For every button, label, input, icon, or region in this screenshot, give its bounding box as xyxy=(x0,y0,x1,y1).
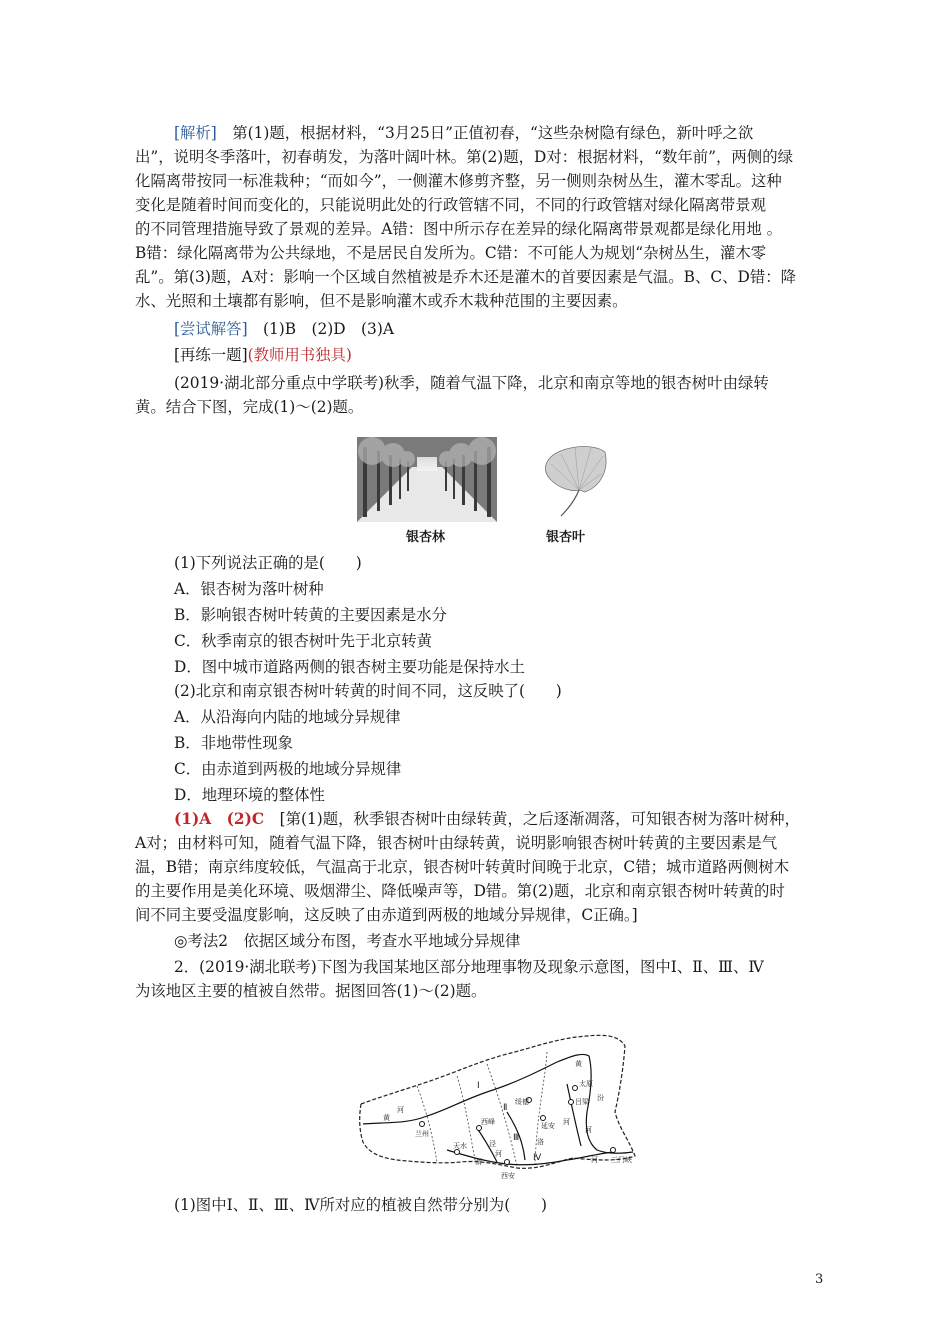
q1-sub1-option-a: A．银杏树为落叶树种 xyxy=(174,580,324,598)
map-label-wei: 渭 xyxy=(475,1158,482,1166)
teacher-only-tag: (教师用书独具) xyxy=(247,346,352,364)
analysis-line-8: 水、光照和土壤都有影响，但不是影响灌木或乔木栽种范围的主要因素。 xyxy=(135,292,628,310)
caption-ginkgo-leaf: 银杏叶 xyxy=(546,530,586,545)
answer-2: (2)C xyxy=(226,810,265,828)
map-label-zone-2: Ⅱ xyxy=(503,1103,508,1113)
q2-stem-2: 为该地区主要的植被自然带。据图回答(1)～(2)题。 xyxy=(135,982,487,1000)
q1-sub1-option-d: D．图中城市道路两侧的银杏树主要功能是保持水土 xyxy=(174,658,525,676)
q1-sub1-option-c: C．秋季南京的银杏树叶先于北京转黄 xyxy=(174,632,433,650)
analysis-line-3: 化隔离带按同一标准栽种；“而如今”，一侧灌木修剪齐整，另一侧则杂树丛生，灌木零乱。这种 xyxy=(135,172,782,190)
q1-stem-1: (2019·湖北部分重点中学联考)秋季，随着气温下降，北京和南京等地的银杏树叶由绿转 xyxy=(174,374,769,392)
analysis-tag: [解析] xyxy=(174,124,217,142)
map-label-huang-1: 黄 xyxy=(575,1060,582,1068)
analysis-line-6: B错：绿化隔离带为公共绿地，不是居民自发所为。C错：不可能人为规划“杂树丛生，灌木零 xyxy=(135,244,767,262)
try-answer-line xyxy=(174,318,394,340)
map-label-lvliang: 吕梁 xyxy=(575,1098,589,1106)
map-label-xifeng: 西峰 xyxy=(481,1118,495,1126)
q1-sub1: (1)下列说法正确的是( ) xyxy=(174,554,362,572)
map-label-huang-2: 黄 xyxy=(383,1114,390,1122)
analysis-line-2: 出”，说明冬季落叶，初春萌发，为落叶阔叶林。第(2)题，D对：根据材料，“数年前”，两侧的绿 xyxy=(135,148,793,166)
q1-sub2: (2)北京和南京银杏树叶转黄的时间不同，这反映了( ) xyxy=(174,682,562,700)
map-label-luo: 洛 xyxy=(537,1138,544,1146)
map-label-zone-1: Ⅰ xyxy=(477,1081,480,1091)
q1-sub2-option-d: D．地理环境的整体性 xyxy=(174,786,325,804)
caption-ginkgo-forest: 银杏林 xyxy=(406,530,446,545)
q2-stem-1: 2．(2019·湖北联考)下图为我国某地区部分地理事物及现象示意图，图中Ⅰ、Ⅱ、Ⅲ、Ⅳ xyxy=(174,958,764,976)
analysis-line-7: 乱”。第(3)题，A对：影响一个区域自然植被是乔木还是灌木的首要因素是气温。B、C、D错：降 xyxy=(135,268,797,286)
q2-sub1: (1)图中Ⅰ、Ⅱ、Ⅲ、Ⅳ所对应的植被自然带分别为( ) xyxy=(174,1196,547,1214)
analysis-line-1: [解析] 第(1)题，根据材料，“3月25日”正值初春，“这些杂树隐有绿色，新叶呼之欲 xyxy=(174,124,754,142)
map-label-lanzhou: 兰州 xyxy=(415,1130,429,1138)
map-label-sanmenxia: 三门峡 xyxy=(611,1156,632,1164)
map-label-taiyuan: 太原 xyxy=(579,1080,593,1088)
q1-sub1-option-b: B．影响银杏树叶转黄的主要因素是水分 xyxy=(174,606,447,624)
practice-line: [再练一题](教师用书独具) xyxy=(174,346,352,364)
map-label-tianshui: 天水 xyxy=(453,1142,467,1150)
map-label-jing: 泾 xyxy=(489,1140,496,1148)
map-label-fen: 汾 xyxy=(597,1094,604,1102)
map-label-he-5: 河 xyxy=(591,1156,598,1164)
q1-answer-line: (1)A (2)C [第(1)题，秋季银杏树叶由绿转黄，之后逐渐凋落，可知银杏树为落叶树种， xyxy=(174,810,800,828)
answer-1: (1)A xyxy=(174,810,212,828)
q1-explain-5: 间不同主要受温度影响，这反映了由赤道到两极的地域分异规律，C正确。] xyxy=(135,906,638,924)
q1-sub2-option-b: B．非地带性现象 xyxy=(174,734,294,752)
map-label-yanan: 延安 xyxy=(541,1122,555,1130)
analysis-line-5: 的不同管理措施导致了景观的差异。A错：图中所示存在差异的绿化隔离带景观都是绿化用地 。 xyxy=(135,220,783,238)
map-label-he-3: 河 xyxy=(397,1106,404,1114)
q1-stem-2: 黄。结合下图，完成(1)～(2)题。 xyxy=(135,398,364,416)
region-map xyxy=(357,1032,639,1187)
map-label-he-4: 河 xyxy=(495,1150,502,1158)
map-label-he-2: 河 xyxy=(585,1126,592,1134)
ginkgo-forest-photo xyxy=(357,437,497,522)
map-label-zone-4: Ⅳ xyxy=(533,1153,542,1163)
map-label-suide: 绥德 xyxy=(515,1098,529,1106)
q1-explain-3: 温，B错；南京纬度较低，气温高于北京，银杏树叶转黄时间晚于北京，C错；城市道路两侧树木 xyxy=(135,858,790,876)
q1-sub2-option-c: C．由赤道到两极的地域分异规律 xyxy=(174,760,402,778)
map-label-xian: 西安 xyxy=(501,1172,515,1180)
q1-sub2-option-a: A．从沿海向内陆的地域分异规律 xyxy=(174,708,401,726)
analysis-line-4: 变化是随着时间而变化的，只能说明此处的行政管辖不同，不同的行政管辖对绿化隔离带景观 xyxy=(135,196,767,214)
try-answer-tag: [尝试解答] xyxy=(174,320,248,338)
q1-explain-2: A对；由材料可知，随着气温下降，银杏树叶由绿转黄，说明影响银杏树叶转黄的主要因素是气 xyxy=(135,834,778,852)
page-number: 3 xyxy=(815,1272,824,1287)
method-2-heading: ◎考法2 依据区域分布图，考查水平地域分异规律 xyxy=(174,932,521,950)
map-label-zone-3: Ⅲ xyxy=(513,1133,520,1143)
map-label-he-1: 河 xyxy=(563,1118,570,1126)
try-answer-text: (1)B (2)D (3)A xyxy=(262,320,394,338)
ginkgo-leaf-image xyxy=(535,440,615,520)
q1-explain-4: 的主要作用是美化环境、吸烟滞尘、降低噪声等，D错。第(2)题，北京和南京银杏树叶转黄的时 xyxy=(135,882,785,900)
